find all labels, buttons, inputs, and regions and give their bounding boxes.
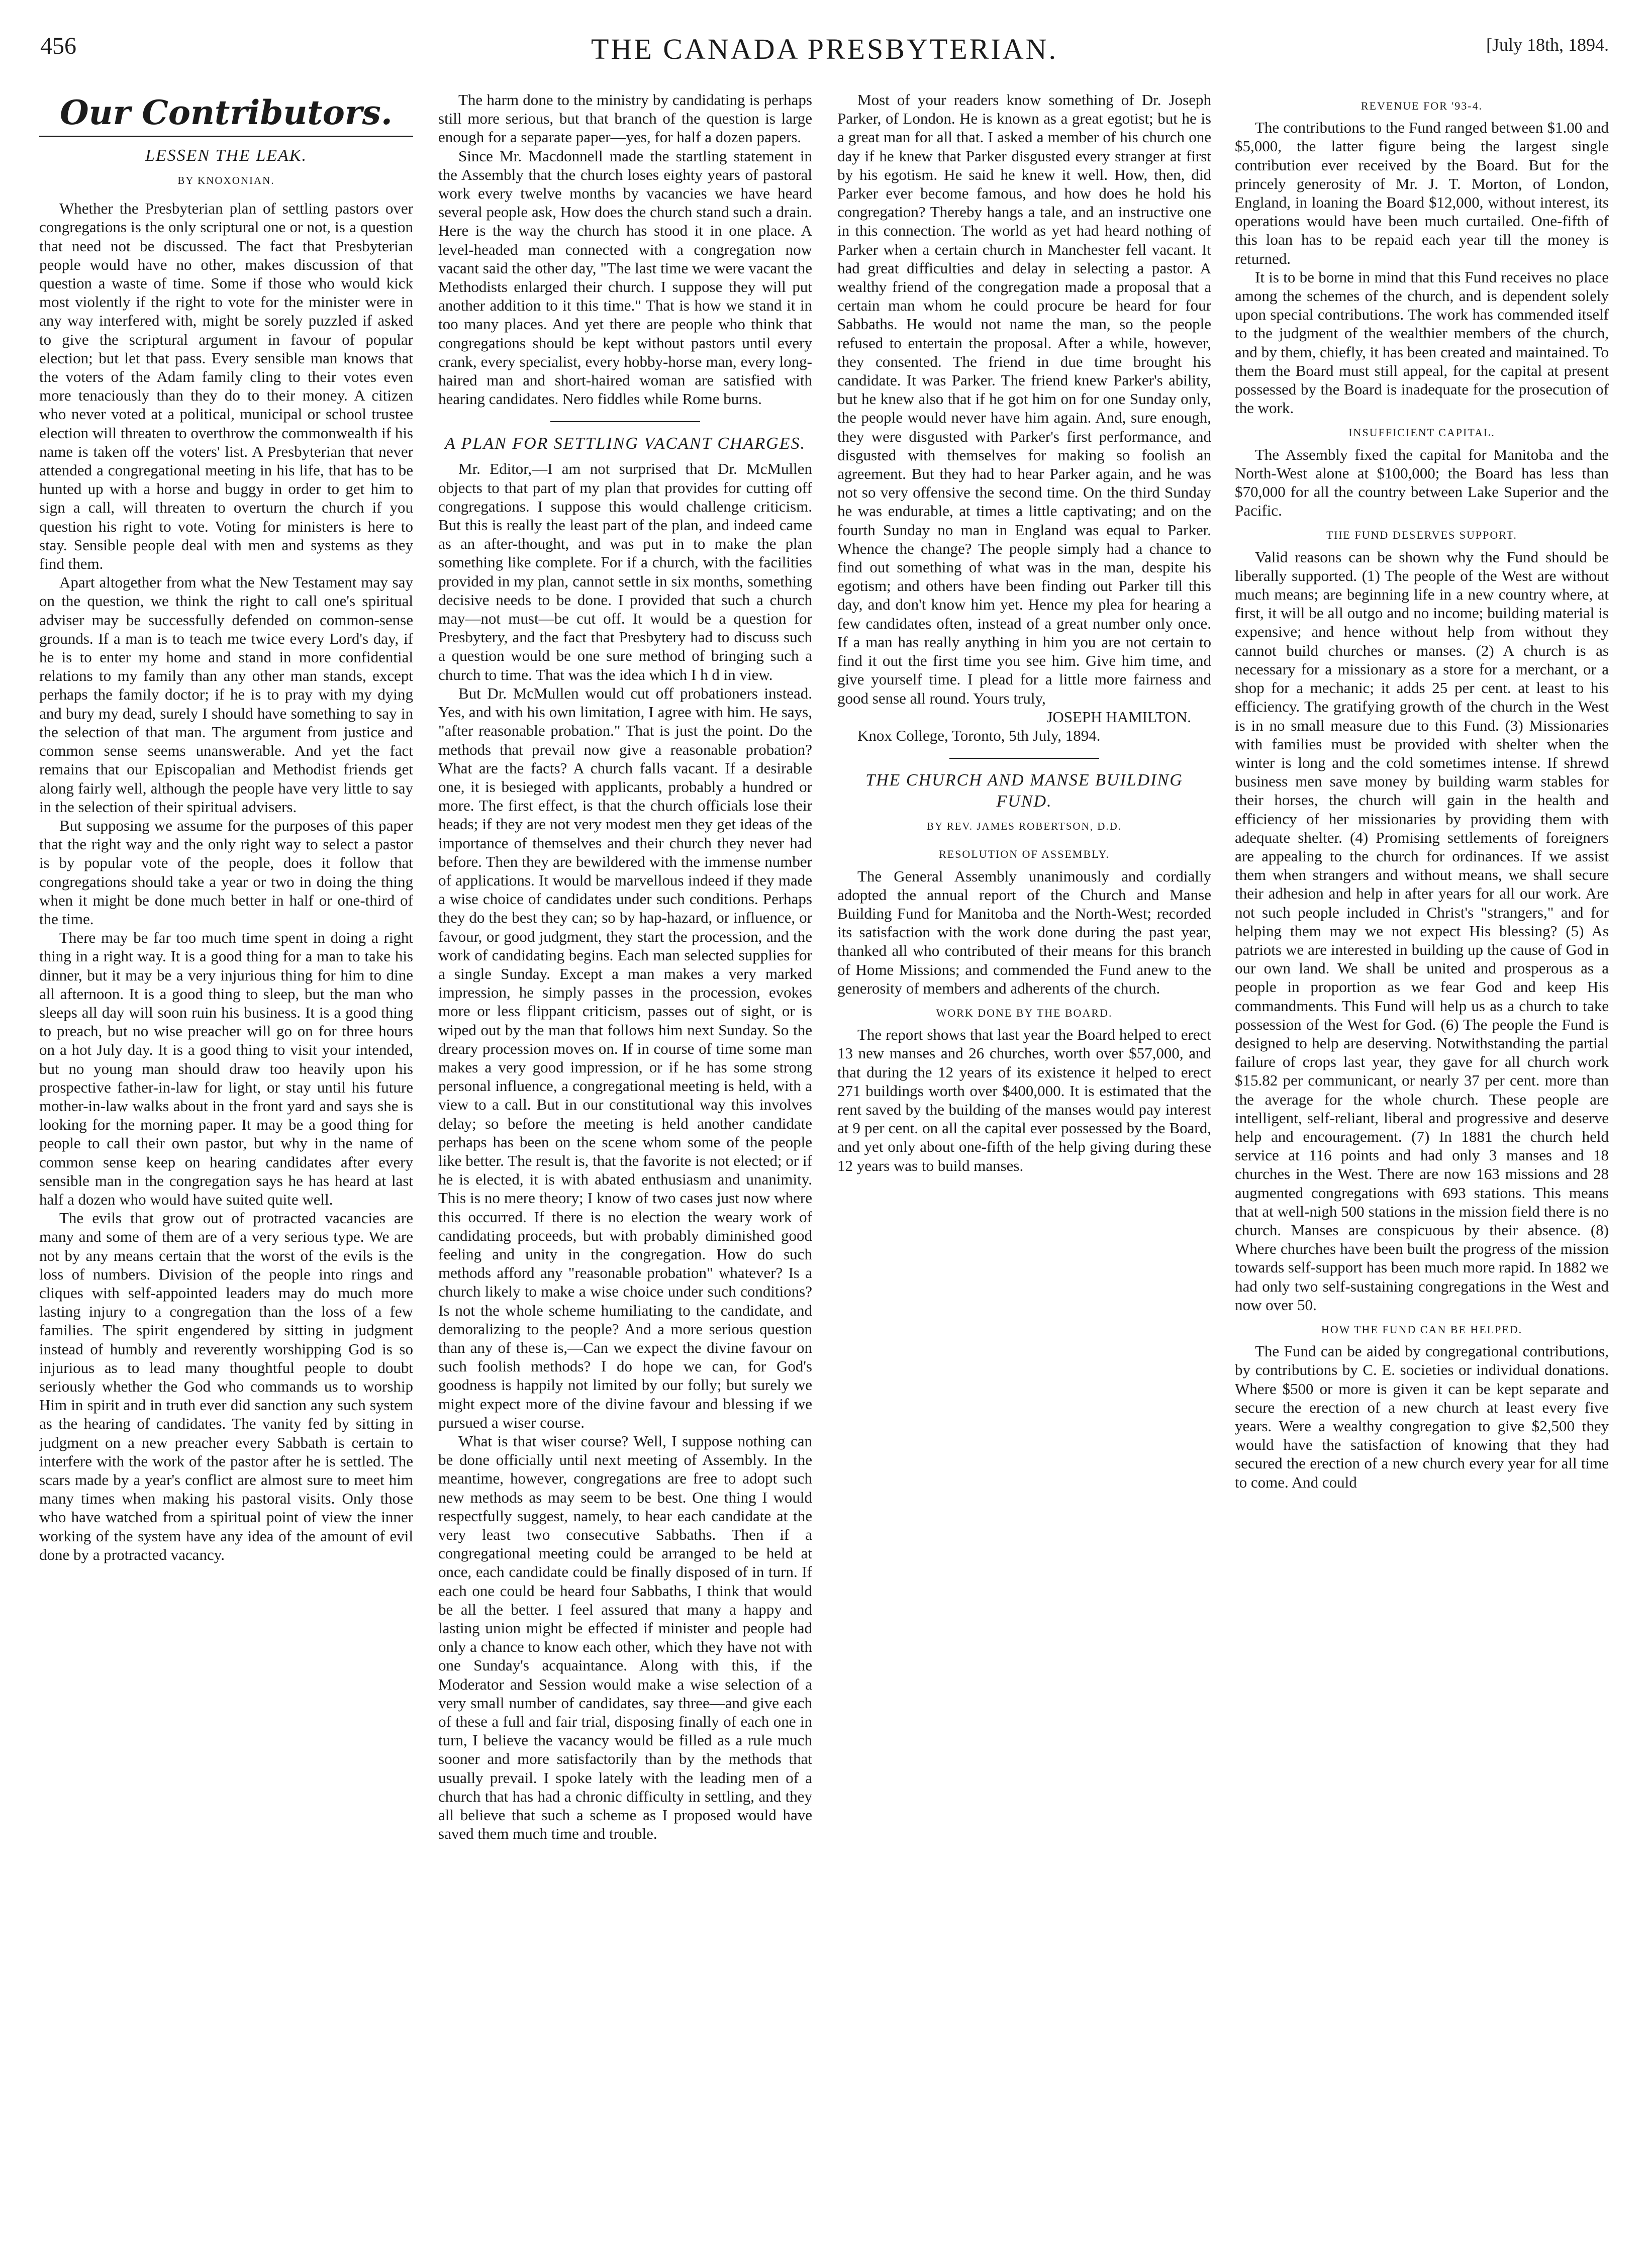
column-4 xyxy=(1235,90,1609,2246)
article-paragraph: Valid reasons can be shown why the Fund should be liberally supported. (1) The people of the West are without much means; are beginning life in a new country where, at first, it will be all outgo and no income; building material is expensive; and hence without help from without they cannot build churches or manses. (2) A church is as necessary for a missionary as a store for a merchant, or a shop for a mechanic; it adds 25 per cent. at least to his efficiency. The gratifying growth of the church in the West is in no small measure due to this Fund. (3) Missionaries with families must be provided with shelter when the winter is long and the cold sometimes intense. If shrewd business men save money by building warm stables for their horses, the church will gain in the health and efficiency of her missionaries by providing them with adequate shelter. (4) Promising settlements of foreigners are appealing to the church for ordinances. If we assist them when strangers and without means, we shall secure their adhesion and help in after years for all our work. Are not such people included in Christ's "strangers," and for helping them may we not expect His blessing? (5) As patriots we are interested in building up the cause of God in our own land. We shall be united and prosperous as a people in proportion as we fear God and keep His commandments. This Fund will help us as a church to take possession of the West for God. (6) The people the Fund is designed to help are deserving. Notwithstanding the partial failure of crops last year, they gave for all church work $15.82 per communicant, or nearly 37 per cent. more than the average for the whole church. These people are intelligent, self-reliant, liberal and progressive and deserve help and encouragement. (7) In 1881 the church held service at 116 points and had only 3 manses and 18 churches in the West. There are now 163 missions and 28 augmented congregations with 693 stations. This means that at well-nigh 500 stations in the mission field there is no church. Manses are conspicuous by their absence. (8) Where churches have been built the progress of the mission towards self-support has been much more rapid. In 1882 we had only two self-sustaining congregations in the West and now over 50. xyxy=(1235,548,1609,1314)
article-title: A PLAN FOR SETTLING VACANT CHARGES. xyxy=(445,434,806,453)
article-byline: BY REV. JAMES ROBERTSON, D.D. xyxy=(926,820,1122,833)
subheading: WORK DONE BY THE BOARD. xyxy=(936,1006,1113,1019)
article-paragraph: The report shows that last year the Board helped to erect 13 new manses and 26 churches, worth over $57,000, and that during the 12 years of its existence it helped to erect 271 buildings worth over $400,000. It is estimated that the rent saved by the building of the manses would pay interest at 9 per cent. on all the capital ever possessed by the Board, and yet only about one-fifth of the help giving during these 12 years was to build manses. xyxy=(837,1026,1211,1174)
subheading: INSUFFICIENT CAPITAL. xyxy=(1348,426,1495,439)
letter-signature: JOSEPH HAMILTON. xyxy=(1046,708,1191,726)
article-byline: BY KNOXONIAN. xyxy=(177,174,275,186)
subheading: THE FUND DESERVES SUPPORT. xyxy=(1326,529,1517,542)
article-paragraph: Mr. Editor,—I am not surprised that Dr. McMullen objects to that part of my plan that provides for cutting off congregations. I suppose this would challenge criticism. But this is really the least part of the plan, and indeed came as an after-thought, and was put in to make the plan something like complete. For if a church, with the facilities provided in my plan, cannot settle in six months, something decisive needs to be done. I provided that such a church may—not must—be cut off. It would be a question for Presbytery, and the fact that Presbytery had to discuss such a question would be one sure method of bringing such a church to time. That was the idea which I h d in view. xyxy=(438,460,812,683)
column-2 xyxy=(438,90,812,2246)
article-paragraph: There may be far too much time spent in doing a right thing in a right way. It is a good thing for a man to take his dinner, but it may be a very injurious thing for him to dine all afternoon. It is a good thing to sleep, but the man who sleeps all day will soon ruin his business. It is a good thing to preach, but no wise preacher will go on for three hours on a hot July day. It is a good thing to visit your intended, but no young man should draw too heavily upon his prospective father-in-law for light, or stay until his future mother-in-law walks about in the front yard and says she is looking for the morning paper. It may be a good thing for people to call their own pastor, but why in the name of common sense keep on hearing candidates after every sensible man in the congregation says he has heard at last half a dozen who would have suited quite well. xyxy=(39,929,413,1208)
page-number: 456 xyxy=(40,33,76,59)
column-3 xyxy=(837,90,1211,2246)
article-paragraph: The contributions to the Fund ranged between $1.00 and $5,000, the latter figure being the largest single contribution ever received by the Board. But for the princely generosity of Mr. J. T. Morton, of London, England, in loaning the Board $12,000, without interest, its operations would have been much curtailed. One-fifth of this loan has to be repaid each year till the money is returned. xyxy=(1235,119,1609,267)
letter-dateline: Knox College, Toronto, 5th July, 1894. xyxy=(857,726,1101,744)
article-paragraph: Whether the Presbyterian plan of settling pastors over congregations is the only scriptural one or not, is a question that need not be discussed. The fact that Presbyterian people would have no other, makes discussion of that question a waste of time. Some if those who would kick most violently if the right to vote for the minister were in any way interfered with, might be sorely puzzled if asked to give the scriptural argument in favour of popular election; but let that pass. Every sensible man knows that the voters of the Adam family cling to their votes even more tenaciously than they do to their money. A citizen who never voted at a political, municipal or school trustee election will threaten to overthrow the commonwealth if his name is taken off the voters' list. A Presbyterian that never attended a congregational meeting in his life, that has to be hunted up with a horse and buggy in order to get him to sign a call, will threaten to overturn the church if you question his right to vote. Voting for ministers is here to stay. Sensible people deal with men and systems as they find them. xyxy=(39,200,413,573)
article-paragraph: But supposing we assume for the purposes of this paper that the right way and the only right way to select a pastor is by popular vote of the people, does it follow that congregations should take a year or two in doing the thing when it might be done much better in half or one-third of the time. xyxy=(39,816,413,928)
masthead-title: THE CANADA PRESBYTERIAN. xyxy=(591,33,1058,65)
article-paragraph: But Dr. McMullen would cut off probationers instead. Yes, and with his own limitation, I agree with him. He says, "after reasonable probation." That is just the point. Do the methods that prevail now give a reasonable probation? What are the facts? A church falls vacant. If a desirable one, it is besieged with applicants, probably a hundred or more. The first effect, is that the church officials lose their heads; if they are not very modest men they get ideas of the importance of themselves and their church they never had before. Then they are bewildered with the immense number of applications. It would be marvellous indeed if they made a wise choice of candidates under such conditions. Perhaps they do the best they can; so by hap-hazard, or influence, or favour, or good judgment, they start the procession, and the work of candidating begins. Each man selected supplies for a single Sunday. Except a man makes a very marked impression, he simply passes in the procession, evokes more or less flippant criticism, passes out of sight, or is wiped out by the man that follows him next Sunday. So the dreary procession moves on. If in course of time some man makes a very good impression, or if he has some strong personal influence, a congregational meeting is held, with a view to a call. But in our constitutional way this involves delay; so before the meeting is held another candidate perhaps has been on the scene whom some of the people like better. The result is, that the favorite is not elected; or if he is elected, it is with abated enthusiasm and unanimity. This is no mere theory; I know of two cases just now where this occurred. If there is no election the weary work of candidating proceeds, but with probably diminished good feeling and unity in the congregation. How do such methods afford any "reasonable probation" whatever? Is a church likely to make a wise choice under such conditions? Is not the whole scheme humiliating to the candidate, and demoralizing to the people? And a more serious question than any of these is,—Can we expect the divine favour on such foolish methods? I do hope we can, for God's goodness is happily not limited by our folly; but surely we might expect more of the divine favour and blessing if we pursued a wiser course. xyxy=(438,684,812,1431)
section-heading: Our Contributors. xyxy=(60,93,393,132)
article-paragraph: The General Assembly unanimously and cordially adopted the annual report of the Church and Manse Building Fund for Manitoba and the North-West; recorded its satisfaction with the work done during the past year, thanked all who contributed of their means for this branch of Home Missions; and commended the Fund anew to the generosity of members and adherents of the church. xyxy=(837,867,1211,997)
article-paragraph: The Fund can be aided by congregational contributions, by contributions by C. E. societies or individual donations. Where $500 or more is given it can be kept separate and secure the erection of a new church at least every five years. Were a wealthy congregation to give $2,500 they would have the satisfaction of knowing that they had secured the erection of a new church every year for all time to come. And could xyxy=(1235,1342,1609,1491)
article-paragraph: Since Mr. Macdonnell made the startling statement in the Assembly that the church loses eighty years of pastoral work every twelve months by vacancies we have heard several people ask, How does the church stand such a drain. Here is the way the church has stood it in one place. A level-headed man connected with a congregation now vacant said the other day, "The last time we were vacant the Methodists enlarged their church. I suppose they will put another addition to it this time." That is how we stand it in too many places. And yet there are people who think that congregations should be kept without pastors until every crank, every specialist, every hobby-horse man, every long-haired man and short-haired woman are satisfied with hearing candidates. Nero fiddles while Rome burns. xyxy=(438,147,812,408)
article-divider xyxy=(949,758,1099,759)
article-divider xyxy=(550,421,700,422)
heading-rule xyxy=(39,136,413,137)
article-paragraph: It is to be borne in mind that this Fund receives no place among the schemes of the church, and is dependent solely upon special contributions. The work has commended itself to the judgment of the wealthier members of the church, and by them, chiefly, it has been created and maintained. To them the Board must still appeal, for the capital at present possessed by the Board is inadequate for the prosecution of the work. xyxy=(1235,268,1609,417)
subheading: REVENUE FOR '93-4. xyxy=(1361,100,1483,112)
article-title: THE CHURCH AND MANSE BUILDING FUND. xyxy=(865,771,1183,811)
article-paragraph: The Assembly fixed the capital for Manitoba and the North-West alone at $100,000; the Board has less than $70,000 for all the country between Lake Superior and the Pacific. xyxy=(1235,445,1609,520)
column-1 xyxy=(39,90,413,2246)
article-paragraph: The evils that grow out of protracted vacancies are many and some of them are of a very serious type. We are not by any means certain that the worst of the evils is the loss of numbers. Division of the people into rings and cliques with self-appointed leaders may do much more lasting injury to a congregation than the loss of a few families. The spirit engendered by sitting in judgment instead of humbly and reverently worshipping God is so injurious as to lead many thoughtful people to doubt seriously whether the God who commands us to worship Him in spirit and in truth ever did sanction any such system as the hearing of candidates. The vanity fed by sitting in judgment on a new preacher every Sabbath is certain to interfere with the work of the pastor after he is settled. The scars made by a year's conflict are almost sure to meet him many times when making his pastoral visits. Only those who have watched from a spiritual point of view the inner working of the system have any idea of the amount of evil done by a protracted vacancy. xyxy=(39,1209,413,1563)
article-paragraph: The harm done to the ministry by candidating is perhaps still more serious, but that branch of the question is large enough for a separate paper—yes, for half a dozen papers. xyxy=(438,91,812,146)
issue-date: [July 18th, 1894. xyxy=(1486,35,1609,55)
subheading: RESOLUTION OF ASSEMBLY. xyxy=(939,848,1110,861)
subheading: HOW THE FUND CAN BE HELPED. xyxy=(1321,1323,1523,1336)
article-paragraph: Apart altogether from what the New Testament may say on the question, we think the right to call one's spiritual adviser may be successfully defended on common-sense grounds. If a man is to teach me twice every Lord's day, if he is to enter my home and stand in more confidential relations to my family than any other man stands, except perhaps the family doctor; if he is to pray with my dying and bury my dead, surely I should have something to say in the selection of that man. The argument from justice and common sense seems unanswerable. And yet the fact remains that our Episcopalian and Methodist friends get along fairly well, although the people have very little to say in the selection of their spiritual advisers. xyxy=(39,573,413,816)
article-paragraph: What is that wiser course? Well, I suppose nothing can be done officially until next meeting of Assembly. In the meantime, however, congregations are free to adopt such new methods as may seem to be best. One thing I would respectfully suggest, namely, to hear each candidate at the very least two consecutive Sabbaths. Then if a congregational meeting could be arranged to be held at once, each candidate could be finally disposed of in turn. If each one could be heard four Sabbaths, I think that would be all the better. I feel assured that many a happy and lasting union might be effected if minister and people had only a chance to know each other, which they have not with one Sunday's acquaintance. Along with this, if the Moderator and Session would make a wise selection of a very small number of candidates, say three—and give each of these a full and fair trial, disposing finally of each one in turn, I believe the vacancy would be filled as a rule much sooner and more satisfactorily than by the methods that usually prevail. I spoke lately with the leading men of a church that has had a chronic difficulty in settling, and they all believe that such a scheme as I proposed would have saved them much time and trouble. xyxy=(438,1432,812,1843)
page-header xyxy=(40,32,1609,77)
article-title: LESSEN THE LEAK. xyxy=(145,146,307,165)
article-paragraph: Most of your readers know something of Dr. Joseph Parker, of London. He is known as a great egotist; but he is a great man for all that. I asked a member of his church one day if he knew that Parker disgusted every stranger at first by his egotism. He said he knew it well. How, then, did Parker ever become famous, and how does he hold his congregation? Thereby hangs a tale, and an instructive one in this connection. The world as yet had heard nothing of Parker when a certain church in Manchester fell vacant. It had great difficulties and delay in selecting a pastor. A wealthy friend of the congregation made a proposal that a certain man whom he could procure be heard for four Sabbaths. He would not name the man, so the people refused to entertain the proposal. After a while, however, they consented. The friend in due time brought his candidate. It was Parker. The friend knew Parker's ability, but he knew also that if he got him on for one Sunday only, the people would never have him again. And, sure enough, they were disgusted with Parker's first performance, and disgusted with themselves for making so foolish an agreement. But they had to hear Parker again, and he was not so very offensive the second time. On the third Sunday he was endurable, at times a little captivating; and on the fourth Sunday no man in England was equal to Parker. Whence the change? The people simply had a chance to find out something of what was in the man, despite his egotism; and others have been finding out Parker till this day, and don't know him yet. Hence my plea for hearing a few candidates often, instead of a great number only once. If a man has really anything in him you are not certain to find it out the first time you see him. Give him time, and give yourself time. I plead for a little more fairness and good sense all round. Yours truly, xyxy=(837,91,1211,707)
